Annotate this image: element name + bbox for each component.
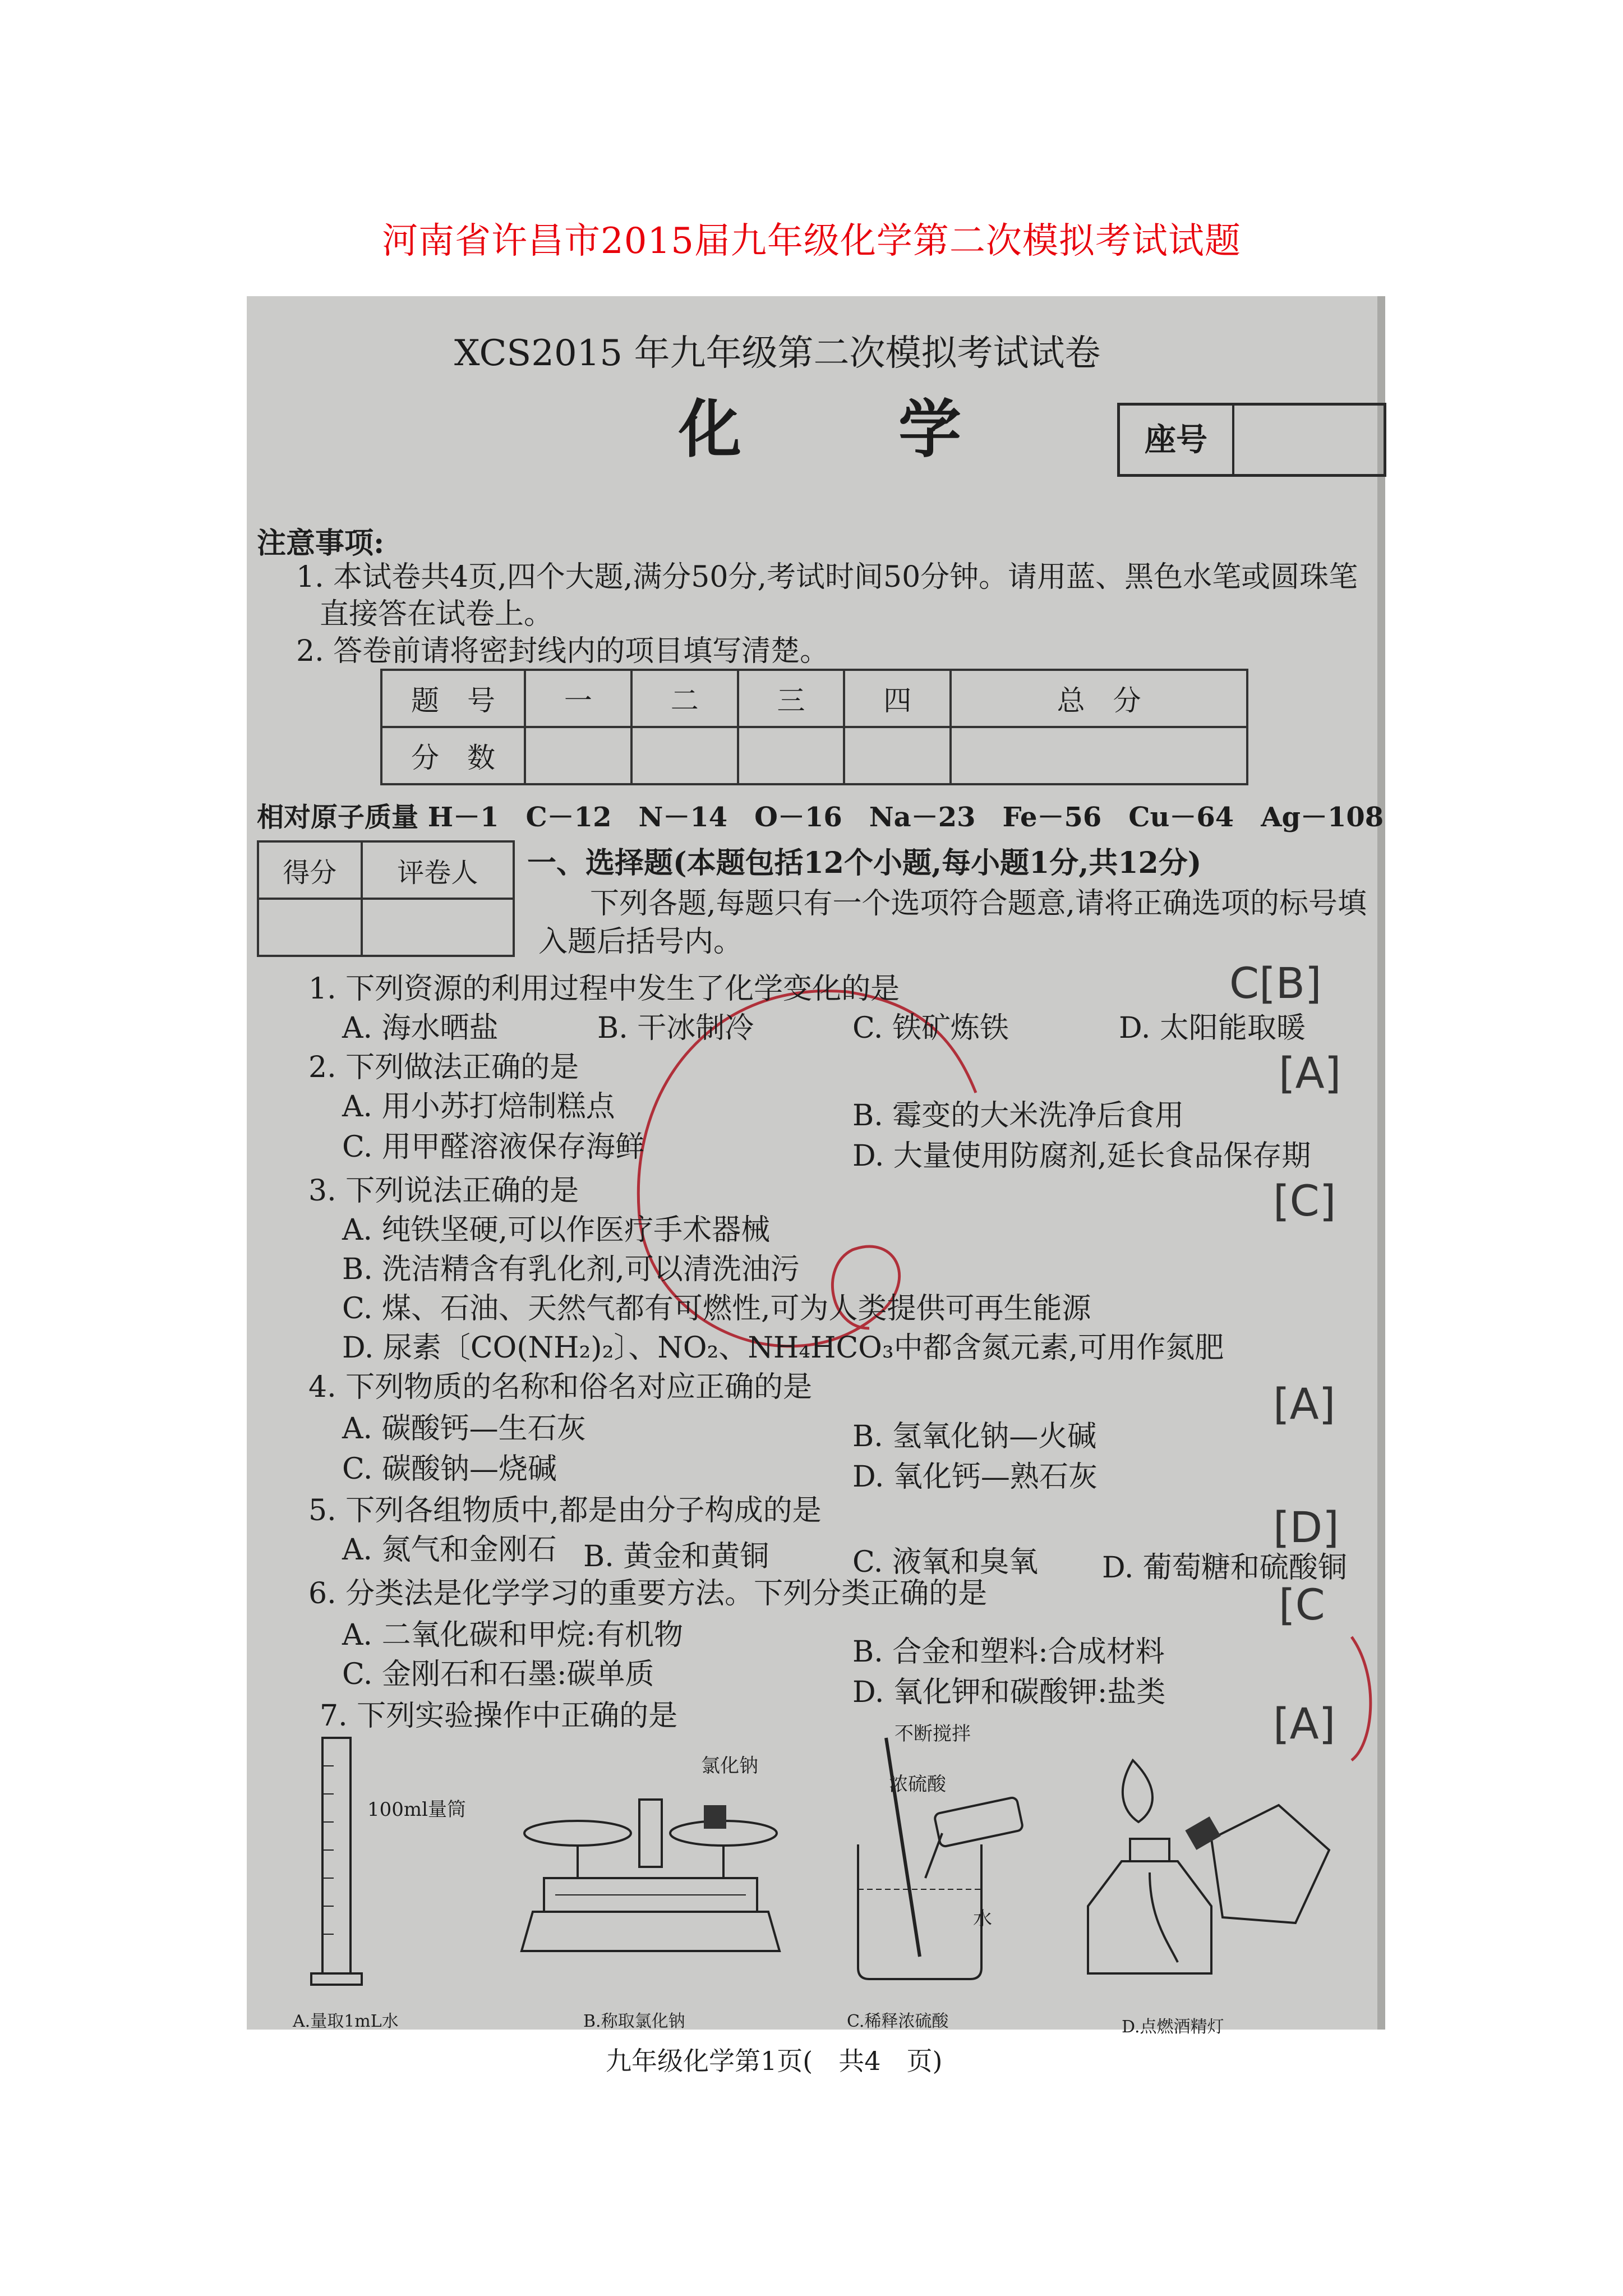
question-stem: 6. 分类法是化学学习的重要方法。下列分类正确的是 (308, 1577, 988, 1611)
alcohol-lamp-icon (1054, 1738, 1346, 2007)
beaker-dilution-icon (836, 1721, 1049, 2001)
seat-label: 座号 (1120, 406, 1234, 474)
cylinder-label: 100ml量筒 (367, 1798, 467, 1821)
grader-box (257, 840, 515, 957)
page-footer: 九年级化学第1页( 共4 页) (606, 2046, 943, 2076)
score-header: 二 (631, 670, 738, 727)
seat-number-box (1117, 403, 1386, 477)
grader-name-label: 评卷人 (362, 841, 514, 899)
note-item: 直接答在试卷上。 (320, 597, 554, 631)
section-title: 一、选择题(本题包括12个小题,每小题1分,共12分) (527, 846, 1202, 880)
handwritten-answer: [C (1279, 1580, 1325, 1630)
score-header: 总 分 (951, 670, 1247, 727)
option: D. 氧化钙—熟石灰 (852, 1460, 1098, 1494)
option: A. 用小苏打焙制糕点 (342, 1090, 615, 1124)
figure-caption-b: B.称取氯化钠 (583, 2012, 685, 2031)
exam-photo (247, 296, 1385, 2076)
notes-title: 注意事项: (257, 526, 385, 560)
option: C. 金刚石和石墨:碳单质 (342, 1658, 654, 1691)
option: D. 尿素〔CO(NH₂)₂〕、NO₂、NH₄HCO₃中都含氮元素,可用作氮肥 (342, 1331, 1224, 1365)
handwritten-answer: [A] (1273, 1379, 1336, 1429)
option: A. 海水晒盐 (342, 1011, 499, 1045)
note-item: 2. 答卷前请将密封线内的项目填写清楚。 (296, 634, 829, 668)
option: C. 用甲醛溶液保存海鲜 (342, 1130, 644, 1164)
score-cell (631, 727, 738, 784)
option: D. 葡萄糖和硫酸铜 (1102, 1551, 1347, 1585)
score-header: 四 (844, 670, 951, 727)
question-stem: 3. 下列说法正确的是 (308, 1174, 579, 1208)
option: C. 液氧和臭氧 (852, 1545, 1038, 1579)
red-pen-mark (1346, 1631, 1385, 1766)
score-header: 三 (738, 670, 845, 727)
note-item: 1. 本试卷共4页,四个大题,满分50分,考试时间50分钟。请用蓝、黑色水笔或圆珠笔 (296, 560, 1358, 594)
document-title: 河南省许昌市2015届九年级化学第二次模拟考试试题 (382, 220, 1241, 262)
graduated-cylinder-icon (308, 1732, 376, 1996)
option: B. 合金和塑料:合成材料 (852, 1635, 1165, 1669)
option: B. 黄金和黄铜 (583, 1540, 769, 1573)
stir-label: 不断搅拌 (895, 1723, 971, 1745)
option: B. 霉变的大米洗净后食用 (852, 1099, 1184, 1133)
handwritten-answer: C[B] (1229, 958, 1322, 1008)
score-row-label: 分 数 (381, 727, 525, 784)
exam-heading: XCS2015 年九年级第二次模拟考试试卷 (454, 333, 1101, 374)
option: C. 铁矿炼铁 (852, 1011, 1009, 1045)
acid-label: 浓硫酸 (889, 1773, 946, 1796)
figure-caption-d: D.点燃酒精灯 (1122, 2017, 1224, 2037)
nacl-label: 氯化钠 (701, 1755, 758, 1777)
grader-cell (258, 899, 362, 956)
score-cell (738, 727, 845, 784)
handwritten-answer: [D] (1273, 1502, 1339, 1552)
option: B. 洗洁精含有乳化剂,可以清洗油污 (342, 1253, 800, 1286)
score-cell (951, 727, 1247, 784)
option: B. 干冰制冷 (597, 1011, 754, 1045)
question-stem: 4. 下列物质的名称和俗名对应正确的是 (308, 1370, 813, 1404)
option: C. 碳酸钠—烧碱 (342, 1452, 557, 1486)
question-stem: 2. 下列做法正确的是 (308, 1051, 579, 1084)
section-instruction: 入题后括号内。 (538, 925, 743, 959)
option: D. 氧化钾和碳酸钾:盐类 (852, 1676, 1166, 1709)
atomic-masses: 相对原子质量 H－1 C－12 N－14 O－16 Na－23 Fe－56 Cu－64 Ag－108 (257, 802, 1384, 833)
score-header: 一 (525, 670, 631, 727)
section-instruction: 下列各题,每题只有一个选项符合题意,请将正确选项的标号填 (590, 887, 1367, 921)
handwritten-answer: [A] (1273, 1699, 1336, 1749)
option: A. 氮气和金刚石 (342, 1533, 557, 1567)
handwritten-answer: [A] (1279, 1048, 1341, 1098)
option: A. 二氧化碳和甲烷:有机物 (342, 1618, 684, 1652)
score-header: 题 号 (381, 670, 525, 727)
grader-cell (362, 899, 514, 956)
option: A. 碳酸钙—生石灰 (342, 1412, 586, 1446)
figure-caption-a: A.量取1mL水 (293, 2012, 399, 2031)
option: B. 氢氧化钠—火碱 (852, 1420, 1097, 1453)
question-stem: 5. 下列各组物质中,都是由分子构成的是 (308, 1494, 822, 1527)
score-table (380, 669, 1248, 785)
paper-edge (1377, 296, 1385, 2030)
balance-scale-icon (510, 1766, 824, 2001)
handwritten-answer: [C] (1273, 1176, 1336, 1226)
water-label: 水 (973, 1908, 992, 1930)
score-cell (844, 727, 951, 784)
question-stem: 1. 下列资源的利用过程中发生了化学变化的是 (308, 972, 900, 1006)
option: D. 大量使用防腐剂,延长食品保存期 (852, 1139, 1311, 1173)
score-cell (525, 727, 631, 784)
figure-caption-c: C.稀释浓硫酸 (847, 2012, 949, 2031)
exam-subject: 化学 (679, 393, 1118, 466)
option: C. 煤、石油、天然气都有可燃性,可为人类提供可再生能源 (342, 1292, 1091, 1326)
grader-score-label: 得分 (258, 841, 362, 899)
option: D. 太阳能取暖 (1119, 1011, 1306, 1045)
option: A. 纯铁坚硬,可以作医疗手术器械 (342, 1213, 771, 1247)
question-stem: 7. 下列实验操作中正确的是 (320, 1699, 678, 1733)
